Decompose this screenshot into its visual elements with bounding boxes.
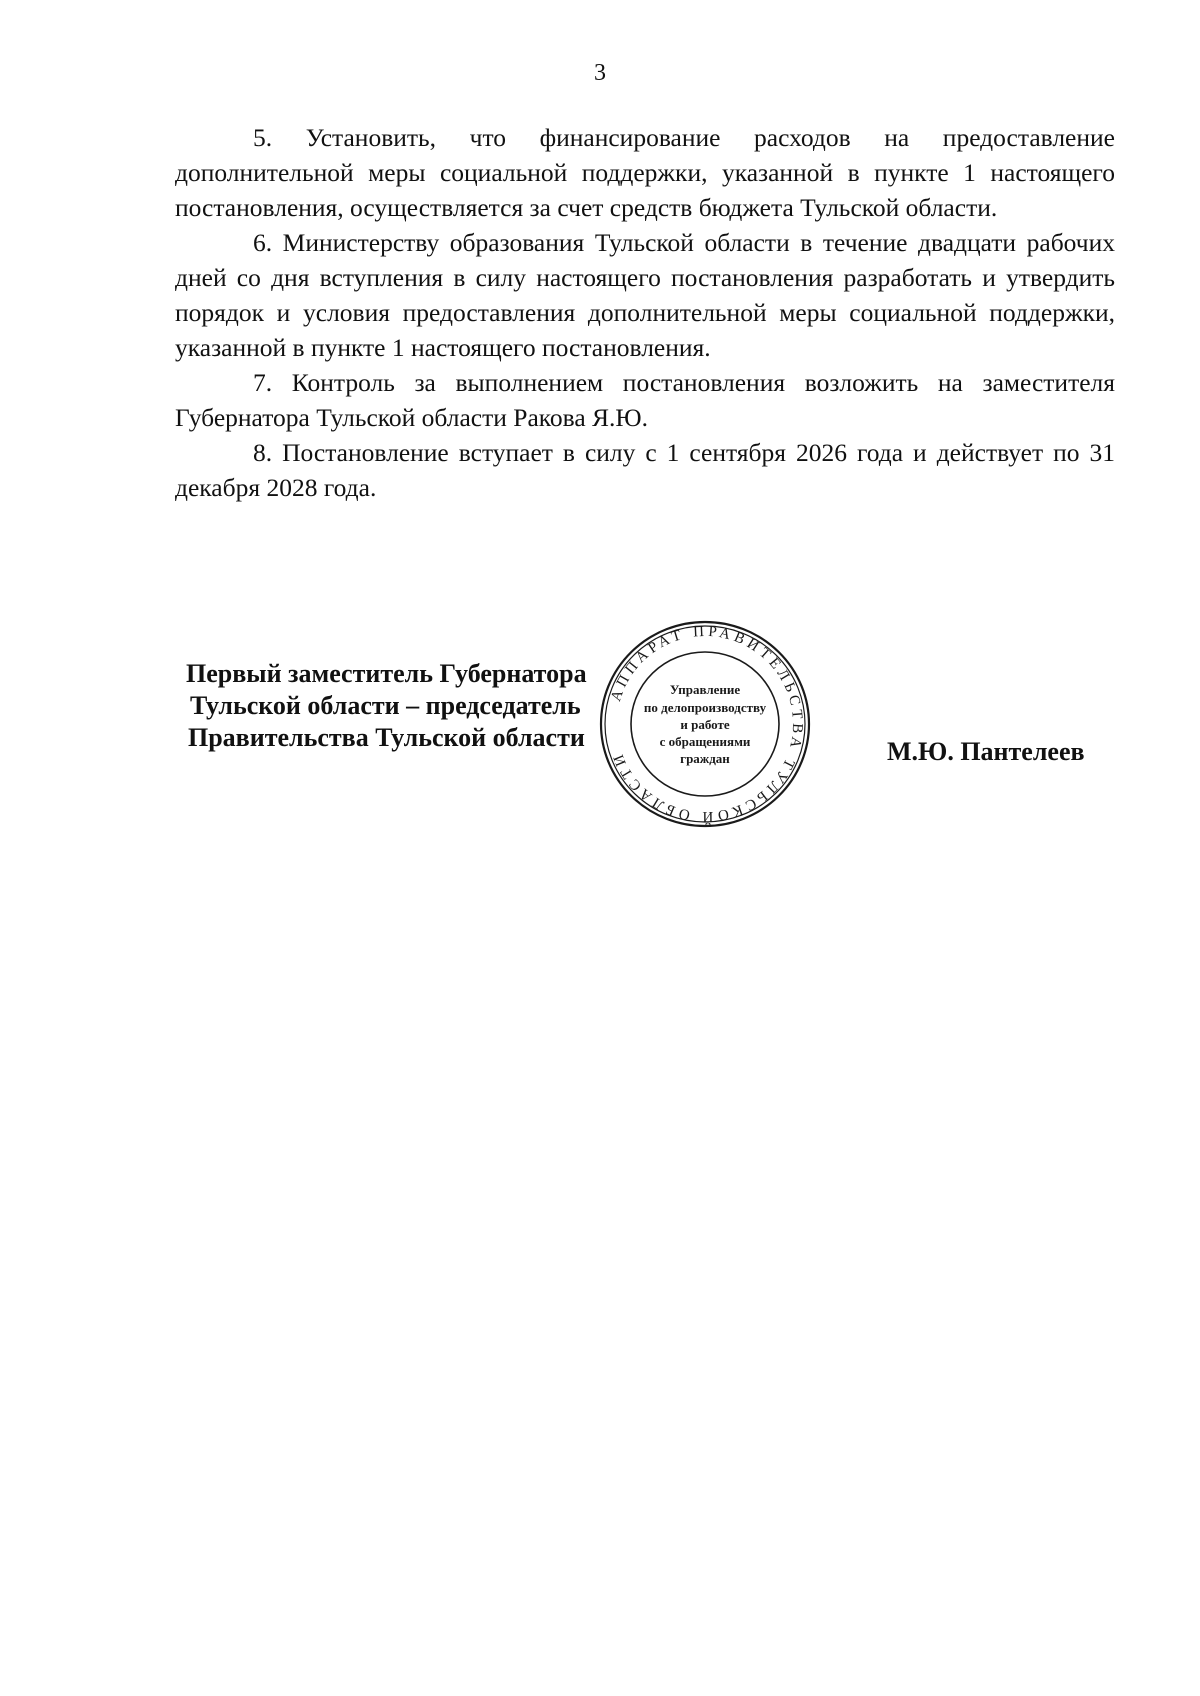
signatory-title-line: Первый заместитель Губернатора bbox=[186, 659, 587, 688]
seal-center-line: Управление bbox=[669, 682, 741, 697]
paragraph-6: 6. Министерству образования Тульской области в течение двадцати рабочих дней со дня вступления в силу настоящего постановления разработать и утвердить порядок и условия предоставления дополнительной меры социальной поддержки, указанной в пункте 1 настоящего постановления. bbox=[175, 228, 1115, 362]
signatory-name: М.Ю. Пантелеев bbox=[887, 737, 1085, 766]
signatory-title bbox=[186, 658, 587, 754]
signatory-title-line: Правительства Тульской области bbox=[188, 723, 585, 752]
seal-center-line: по делопроизводству bbox=[643, 700, 767, 715]
seal-center-line: и работе bbox=[680, 717, 730, 732]
seal-center-line: граждан bbox=[680, 751, 730, 766]
official-seal bbox=[598, 618, 812, 830]
page-number: 3 bbox=[594, 60, 606, 86]
paragraph-7: 7. Контроль за выполнением постановления возложить на заместителя Губернатора Тульской области Ракова Я.Ю. bbox=[175, 368, 1115, 432]
document-body bbox=[175, 120, 1115, 505]
signatory-title-line: Тульской области – председатель bbox=[190, 691, 581, 720]
seal-ring-textpath: АППАРАТ ПРАВИТЕЛЬСТВА ТУЛЬСКОЙ ОБЛАСТИ bbox=[608, 623, 806, 825]
seal-center-line: с обращениями bbox=[659, 734, 751, 749]
paragraph-8: 8. Постановление вступает в силу с 1 сентября 2026 года и действует по 31 декабря 2028 года. bbox=[175, 438, 1115, 502]
paragraph-5: 5. Установить, что финансирование расходов на предоставление дополнительной меры социальной поддержки, указанной в пункте 1 настоящего постановления, осуществляется за счет средств бюджета Тульской области. bbox=[175, 123, 1115, 222]
seal-center-text bbox=[644, 682, 767, 766]
